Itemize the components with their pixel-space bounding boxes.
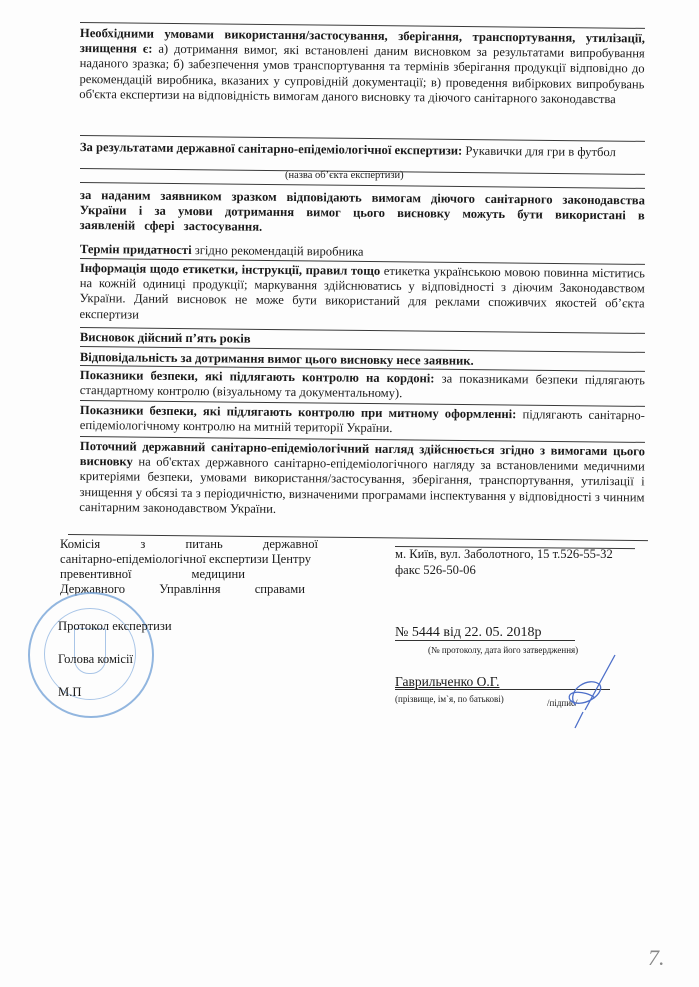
customs-control-text: підлягають санітарно-епідеміологічному контролю на митній території України. <box>79 407 645 436</box>
head-label: Голова комісії <box>58 652 133 666</box>
results-heading: За результатами державної санітарно-епідеміологічної експертизи: <box>79 140 463 158</box>
label-info-heading: Інформація щодо етикетки, інструкції, правил тощо <box>79 261 381 278</box>
page-mark: 7. <box>648 945 665 970</box>
label-info-text: етикетка українською мовою повинна міститись на кожній одиниці продукції; маркування здійснюватись у відповідності з діючим Законодавством України. Даний висновок не може бути використаний для реклами споживчих якостей об’єкта експертизи <box>79 263 645 322</box>
label-info-section <box>79 261 645 327</box>
responsibility-text: Відповідальність за дотримання вимог цього висновку несе заявник. <box>79 350 474 368</box>
shelf-life-label: Термін придатності <box>79 242 192 258</box>
conditions-heading: Необхідними умовами використання/застосування, зберігання, транспортування, утилізації, знищення є: <box>79 26 645 56</box>
object-caption: (назва об’єкта експертизи) <box>285 170 404 181</box>
protocol-label: Протокол експертизи <box>58 619 172 633</box>
border-control-heading: Показники безпеки, які підлягають контролю на кордоні: <box>79 368 435 386</box>
commission-line: превентивної медицини <box>60 567 245 581</box>
commission-line: санітарно-епідеміологічної експертизи Центру <box>60 552 312 566</box>
supervision-text: на об'єктах державного санітарно-епідеміологічного нагляду за встановленими медичними критеріями безпеки, умовами використання/застосування, зберігання, транспортування, утилізації і знищення у обсязі та з періодичністю, визначеними програмами інспектування у відповідності з чинним санітарним законодавством України. <box>79 454 645 516</box>
object-name: Рукавички для гри в футбол <box>462 143 616 160</box>
head-name-caption: (прізвище, ім`я, по батькові) <box>395 694 504 704</box>
protocol-number: № 5444 від 22. 05. 2018р <box>395 625 575 641</box>
conditions-section <box>79 26 645 107</box>
shelf-life-value: згідно рекомендацій виробника <box>191 243 364 259</box>
head-name-text: Гаврильченко О.Г. <box>395 674 500 689</box>
commission-line: Комісія з питань державної <box>60 537 318 551</box>
supervision-heading: Поточний державний санітарно-епідеміологічний нагляд здійснюється згідно з вимогами цього висновку <box>79 439 645 469</box>
customs-control-heading: Показники безпеки, які підлягають контролю при митному оформленні: <box>79 403 517 422</box>
commission-line: Державного Управління справами <box>60 582 305 596</box>
results-section <box>80 140 645 161</box>
fax: факс 526-50-06 <box>395 563 476 577</box>
signature-icon <box>545 650 625 730</box>
border-control-section <box>80 368 645 404</box>
border-control-text: за показниками безпеки підлягають стандартному контролю (візуальному та документальному). <box>79 371 645 401</box>
conditions-text: а) дотримання вимог, які встановлені даним висновком за результатами випробування наданого зразка; б) забезпечення умов транспортування та термінів зберігання продукції відповідно до рекомендацій виробника, вказаних у супровідній документації; в) проведення вибіркових випробувань об'єкта експертизи на відповідність вимогам даного висновку та діючого санітарного законодавства <box>79 41 645 106</box>
trident-emblem-icon <box>74 628 106 674</box>
validity-text: Висновок дійсний п’ять років <box>79 330 251 346</box>
protocol-caption: (№ протоколу, дата його затвердження) <box>428 645 579 655</box>
commission-block <box>60 537 318 597</box>
customs-control-section <box>80 403 645 439</box>
supervision-section <box>79 439 645 520</box>
results-conclusion: за наданим заявником зразком відповідають вимогам діючого санітарного законодавства України і за умови дотримання вимог цього висновку можуть бути використані в заявленій сфері застосування. <box>79 188 645 235</box>
signature-caption: /підпис/ <box>547 698 578 708</box>
address: м. Київ, вул. Заболотного, 15 т.526-55-32 <box>395 547 613 561</box>
seal-label: М.П <box>58 685 82 699</box>
